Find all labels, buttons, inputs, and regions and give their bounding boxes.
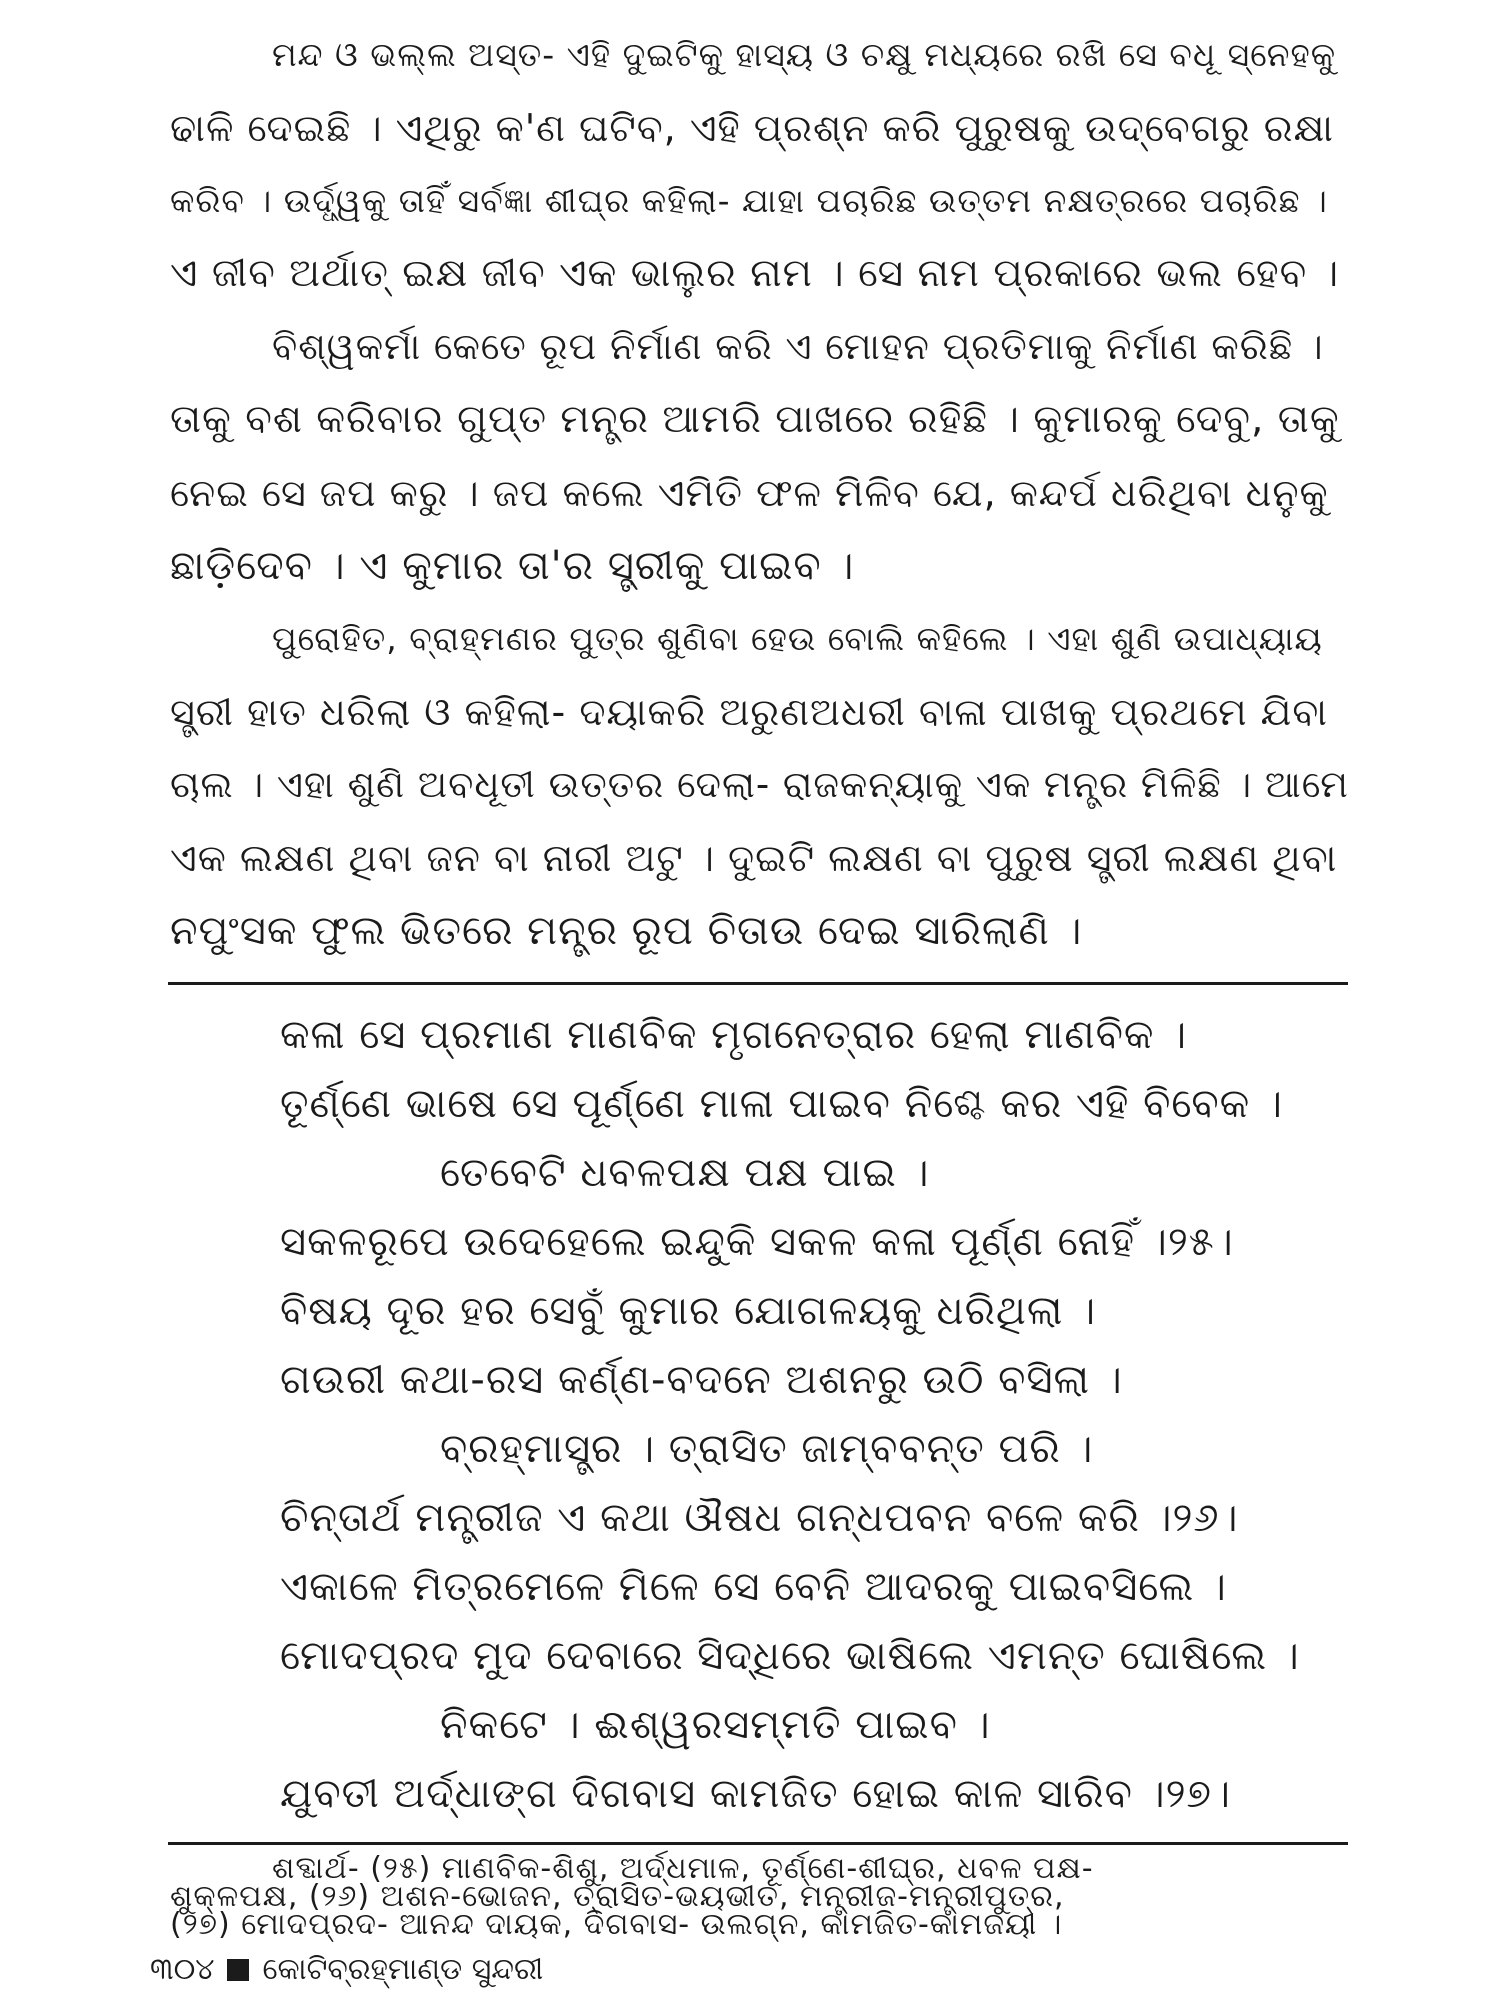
verse-line: ସକଳରୂପେ ଉଦେହେଲେ ଇନ୍ଦୁକି ସକଳ କଳା ପୂର୍ଣ୍ଣ ନୋହିଁ ।୨୫। xyxy=(280,1219,1234,1265)
divider-bottom xyxy=(168,1842,1348,1845)
prose-line: ନେଇ ସେ ଜପ କରୁ । ଜପ କଲେ ଏମିତି ଫଳ ମିଳିବ ଯେ, କନ୍ଦର୍ପ ଧରିଥିବା ଧନୁକୁ xyxy=(170,471,1329,515)
prose-line: ଢାଳି ଦେଇଛି । ଏଥିରୁ କ'ଣ ଘଟିବ, ଏହି ପ୍ରଶ୍ନ କରି ପୁରୁଷକୁ ଉଦ୍‌ବେଗରୁ ରକ୍ଷା xyxy=(170,106,1334,150)
verse-line: ଏକାଳେ ମିତ୍ରମେଳେ ମିଳେ ସେ ବେନି ଆଦରକୁ ପାଇବସିଲେ । xyxy=(280,1564,1227,1610)
prose-line: ମନ୍ଦ ଓ ଭଲ୍ଲ ଅସ୍ତ- ଏହି ଦୁଇଟିକୁ ହାସ୍ୟ ଓ ଚକ୍ଷୁ ମଧ୍ୟରେ ରଖି ସେ ବଧୂ ସ୍ନେହକୁ xyxy=(272,35,1337,74)
prose-line: ଚାଲ । ଏହା ଶୁଣି ଅବଧୂତୀ ଉତ୍ତର ଦେଲା- ରାଜକନ୍ୟାକୁ ଏକ ମନ୍ତ୍ର ମିଳିଛି । ଆମେ xyxy=(170,763,1349,806)
verse-line: ବ୍ରହ୍ମାସ୍ତ୍ର । ତ୍ରାସିତ ଜାମ୍ବବନ୍ତ ପରି । xyxy=(440,1426,1094,1472)
verse-line: ବିଷୟ ଦୂର ହର ସେବୁଁ କୁମାର ଯୋଗଳୟକୁ ଧରିଥିଲା । xyxy=(280,1288,1097,1334)
prose-line: ସ୍ତ୍ରୀ ହାତ ଧରିଲା ଓ କହିଲା- ଦୟାକରି ଅରୁଣଅଧରୀ ବାଳା ପାଖକୁ ପ୍ରଥମେ ଯିବା xyxy=(170,690,1328,734)
prose-line: ବିଶ୍ୱକର୍ମା କେତେ ରୂପ ନିର୍ମାଣ କରି ଏ ମୋହନ ପ୍ରତିମାକୁ ନିର୍ମାଣ କରିଛି । xyxy=(272,325,1324,368)
book-title: କୋଟିବ୍ରହ୍ମାଣ୍ଡ ସୁନ୍ଦରୀ xyxy=(262,1952,544,1987)
glossary-line: ଶୁକ୍ଳପକ୍ଷ, (୨୬) ଅଶନ-ଭୋଜନ, ତ୍ରାସିତ-ଭୟଭୀତ, ମନ୍ତ୍ରୀଜ-ମନ୍ତ୍ରୀପୁତ୍ର, xyxy=(170,1879,1065,1914)
verse-line: ତେବେଟି ଧବଳପକ୍ଷ ପକ୍ଷ ପାଇ । xyxy=(440,1150,930,1196)
verse-line: କଳା ସେ ପ୍ରମାଣ ମାଣବିକ ମୃଗନେତ୍ରାର ହେଲା ମାଣବିକ । xyxy=(280,1012,1188,1058)
page-footer xyxy=(150,1950,543,1990)
prose-line: ତାକୁ ବଶ କରିବାର ଗୁପ୍ତ ମନ୍ତ୍ର ଆମରି ପାଖରେ ରହିଛି । କୁମାରକୁ ଦେବୁ, ତାକୁ xyxy=(170,397,1340,442)
verse-line: ତୂର୍ଣ୍ଣେ ଭାଷେ ସେ ପୂର୍ଣ୍ଣେ ମାଳା ପାଇବ ନିଶ୍ଚେ କର ଏହି ବିବେକ । xyxy=(280,1081,1283,1127)
prose-line: ପୁରୋହିତ, ବ୍ରାହ୍ମଣର ପୁତ୍ର ଶୁଣିବା ହେଉ ବୋଲି କହିଲେ । ଏହା ଶୁଣି ଉପାଧ୍ୟାୟ xyxy=(272,619,1323,658)
prose-line: ଏକ ଲକ୍ଷଣ ଥିବା ଜନ ବା ନାରୀ ଅଟୁ । ଦୁଇଟି ଲକ୍ଷଣ ବା ପୁରୁଷ ସ୍ତ୍ରୀ ଲକ୍ଷଣ ଥିବା xyxy=(170,836,1338,880)
glossary-line: ଶବ୍ଦାର୍ଥ- (୨୫) ମାଣବିକ-ଶିଶୁ, ଅର୍ଦ୍ଧମାଳ, ତୂର୍ଣ୍ଣେ-ଶୀଘ୍ର, ଧବଳ ପକ୍ଷ- xyxy=(272,1851,1094,1886)
verse-line: ଯୁବତୀ ଅର୍ଦ୍ଧାଙ୍ଗ ଦିଗବାସ କାମଜିତ ହୋଇ କାଳ ସାରିବ ।୨୭। xyxy=(280,1771,1231,1817)
prose-line: କରିବ । ଉର୍ଦ୍ଧ୍ୱକୁ ତାହିଁ ସର୍ବଜ୍ଞା ଶୀଘ୍ର କହିଲା- ଯାହା ପଚାରିଛ ଉତ୍ତମ ନକ୍ଷତ୍ରରେ ପଚାରିଛ । xyxy=(170,181,1328,220)
prose-line: ଛାଡ଼ିଦେବ । ଏ କୁମାର ତା'ର ସ୍ତ୍ରୀକୁ ପାଇବ । xyxy=(170,543,855,589)
prose-line: ନପୁଂସକ ଫୁଲ ଭିତରେ ମନ୍ତ୍ର ରୂପ ଚିତାଉ ଦେଇ ସାରିଲାଣି । xyxy=(170,908,1083,954)
glossary-line: (୨୭) ମୋଦପ୍ରଦ- ଆନନ୍ଦ ଦାୟକ, ଦିଗବାସ- ଉଲଗ୍ନ, କାମଜିତ-କାମଜୟୀ । xyxy=(170,1907,1063,1942)
page-number: ୩୦୪ xyxy=(150,1952,215,1987)
square-bullet-icon xyxy=(227,1959,249,1981)
divider-top xyxy=(168,982,1348,985)
verse-line: ମୋଦପ୍ରଦ ମୁଦ ଦେବାରେ ସିଦ୍ଧିରେ ଭାଷିଲେ ଏମନ୍ତ ଘୋଷିଲେ । xyxy=(280,1633,1300,1679)
prose-line: ଏ ଜୀବ ଅର୍ଥାତ୍ ଇକ୍ଷ ଜୀବ ଏକ ଭାଲୁର ନାମ । ସେ ନାମ ପ୍ରକାରେ ଭଲ ହେବ । xyxy=(170,251,1340,296)
verse-line: ନିକଟେ । ଈଶ୍ୱରସମ୍ମତି ପାଇବ । xyxy=(440,1702,991,1748)
verse-line: ଚିନ୍ତାର୍ଥ ମନ୍ତ୍ରୀଜ ଏ କଥା ଔଷଧ ଗନ୍ଧପବନ ବଳେ କରି ।୨୬। xyxy=(280,1495,1239,1541)
verse-line: ଗଉରୀ କଥା-ରସ କର୍ଣ୍ଣ-ବଦନେ ଅଶନରୁ ଉଠି ବସିଲା । xyxy=(280,1357,1123,1403)
